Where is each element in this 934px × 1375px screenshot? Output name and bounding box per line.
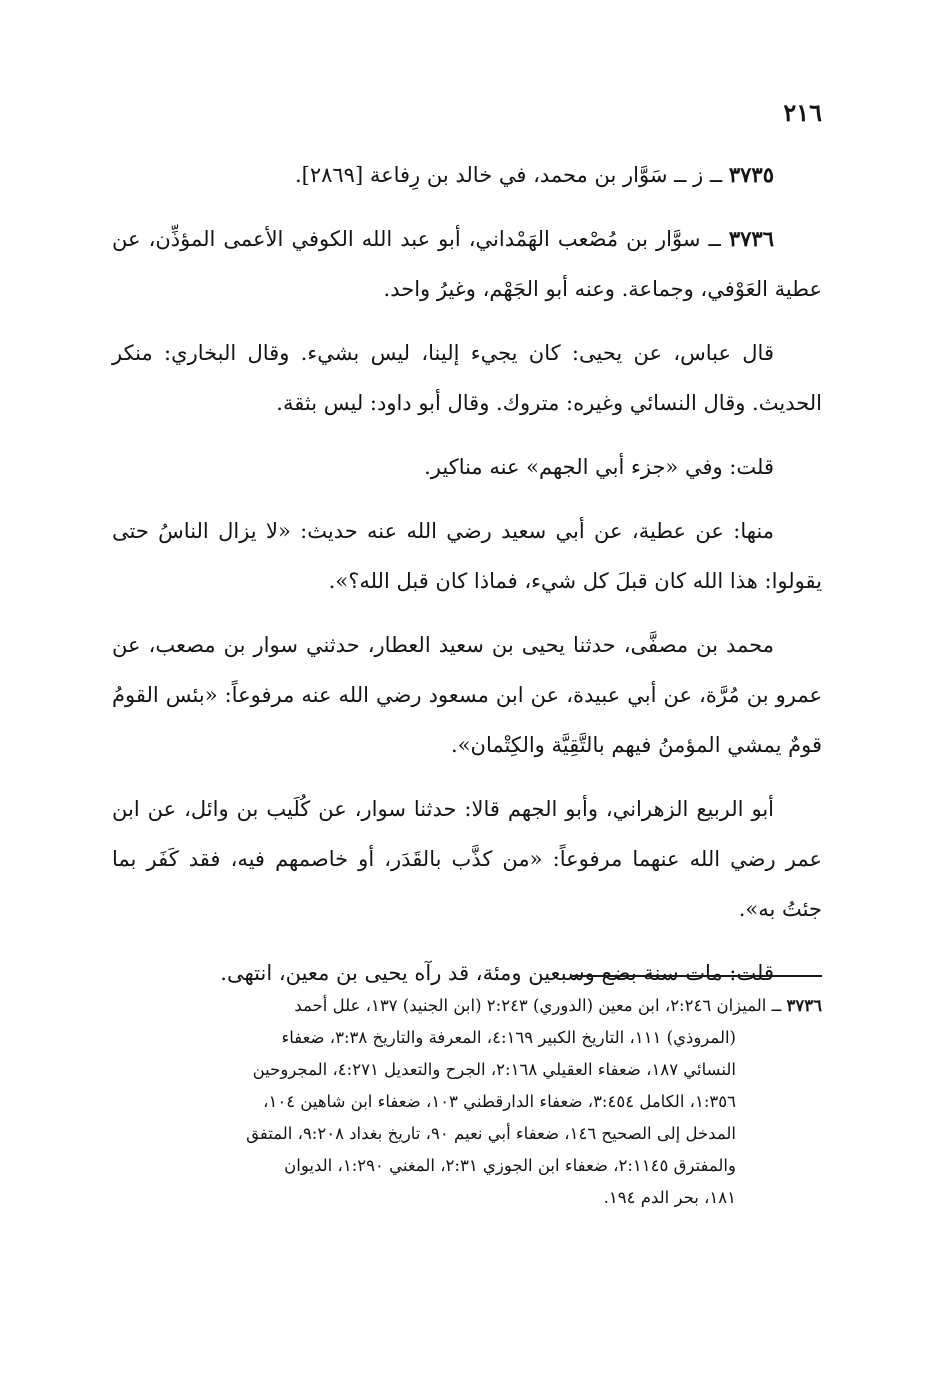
paragraph-hadith-1: منها: عن عطية، عن أبي سعيد رضي الله عنه حديث: «لا يزال الناسُ حتى يقولوا: هذا الله كان قبلَ كل شيء، فماذا كان قبل الله؟». — [112, 519, 822, 593]
entry-number: ٣٧٣٥ — [728, 162, 774, 187]
entry-text: ــ ز ــ سَوَّار بن محمد، في خالد بن رِفاعة [٢٨٦٩]. — [294, 163, 729, 187]
paragraph-note: قلت: وفي «جزء أبي الجهم» عنه مناكير. — [424, 455, 774, 479]
entry-number: ٣٧٣٦ — [728, 226, 774, 251]
footnote-line-text: ــ الميزان ٢:٢٤٦، ابن معين (الدوري) ٢:٢٤٣ (ابن الجنيد) ١٣٧، علل أحمد — [294, 996, 787, 1015]
main-text — [112, 150, 822, 1012]
footnote-line: ١٨١، بحر الدم ١٩٤. — [603, 1188, 736, 1207]
paragraph-death-note: قلت: مات سنة بضع وسبعين ومئة، قد رآه يحيى بن معين، انتهى. — [220, 961, 774, 985]
paragraph-hadith-3: أبو الربيع الزهراني، وأبو الجهم قالا: حدثنا سوار، عن كُلَيب بن وائل، عن ابن عمر رضي الله عنهما مرفوعاً: «من كذَّب بالقَدَر، أو خاصمهم فيه، فقد كَفَر بما جئتُ به». — [112, 797, 822, 921]
footnote-divider — [572, 975, 822, 977]
footnote — [112, 990, 822, 1214]
entry-text: ــ سوَّار بن مُصْعب الهَمْداني، أبو عبد الله الكوفي الأعمى المؤذِّن، عن عطية العَوْفي، وجماعة. وعنه أبو الجَهْم، وغيرُ واحد. — [112, 227, 822, 301]
footnote-line: والمفترق ٢:١١٤٥، ضعفاء ابن الجوزي ٢:٣١، المغني ١:٢٩٠، الديوان — [284, 1156, 736, 1175]
entry-3736 — [112, 214, 822, 314]
footnote-line — [112, 990, 822, 1022]
footnote-line: النسائي ١٨٧، ضعفاء العقيلي ٢:١٦٨، الجرح والتعديل ٤:٢٧١، المجروحين — [252, 1060, 736, 1079]
entry-3735 — [112, 150, 822, 200]
footnote-line: المدخل إلى الصحيح ١٤٦، ضعفاء أبي نعيم ٩٠، تاريخ بغداد ٩:٢٠٨، المتفق — [246, 1124, 736, 1143]
paragraph-narrators: قال عباس، عن يحيى: كان يجيء إلينا، ليس بشيء. وقال البخاري: منكر الحديث. وقال النسائي وغيره: متروك. وقال أبو داود: ليس بثقة. — [112, 341, 822, 415]
footnote-line: (المروذي) ١١١، التاريخ الكبير ٤:١٦٩، المعرفة والتاريخ ٣:٣٨، ضعفاء — [281, 1028, 736, 1047]
paragraph-hadith-2: محمد بن مصفَّى، حدثنا يحيى بن سعيد العطار، حدثني سوار بن مصعب، عن عمرو بن مُرَّة، عن أبي عبيدة، عن ابن مسعود رضي الله عنه مرفوعاً: «بئس القومُ قومٌ يمشي المؤمنُ فيهم بالتَّقِيَّة والكِتْمان». — [112, 633, 822, 757]
page-number: ٢١٦ — [783, 98, 822, 127]
footnote-line: ١:٣٥٦، الكامل ٣:٤٥٤، ضعفاء الدارقطني ١٠٣، ضعفاء ابن شاهين ١٠٤، — [263, 1092, 736, 1111]
footnote-number: ٣٧٣٦ — [786, 996, 822, 1015]
